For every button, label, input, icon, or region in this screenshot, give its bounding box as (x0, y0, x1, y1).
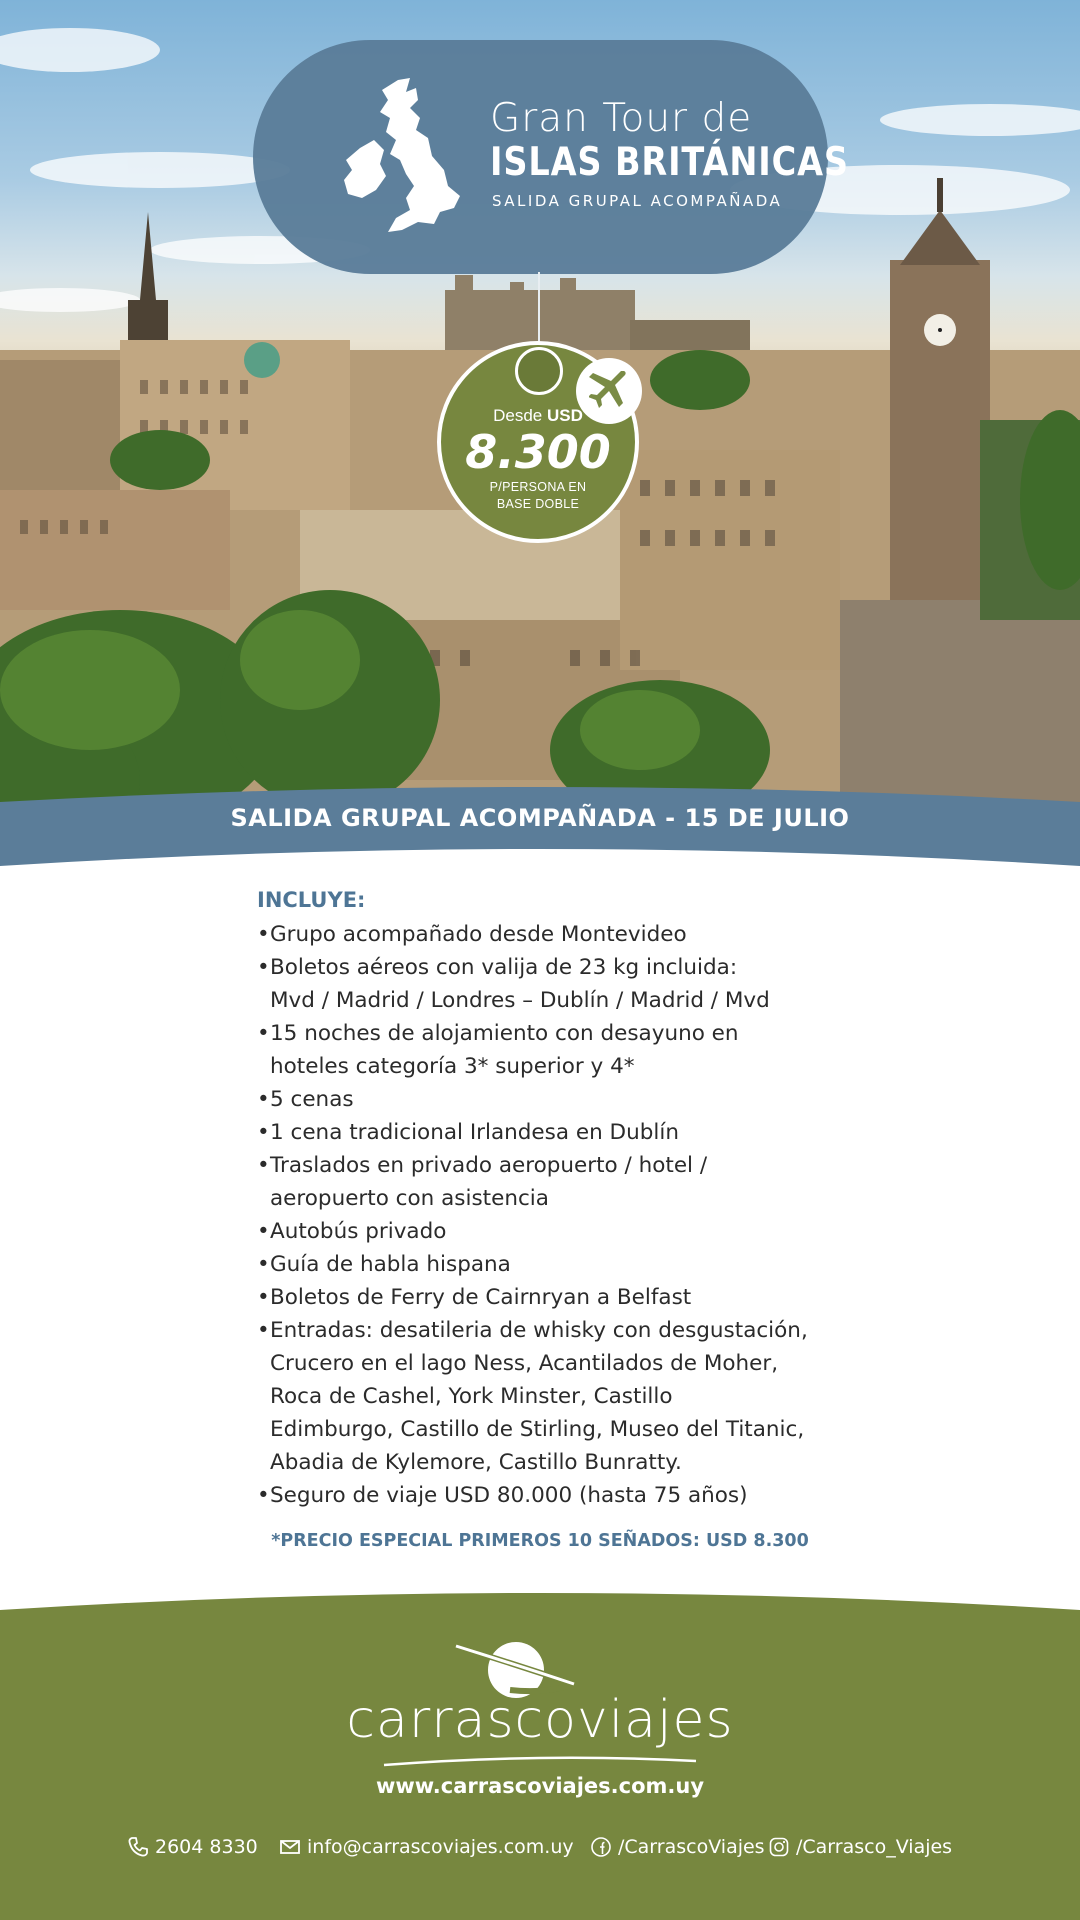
phone-icon (127, 1836, 149, 1858)
include-item-text: • Boletos de Ferry de Cairnryan a Belfast (270, 1285, 692, 1310)
badge-hanger-ring (515, 347, 563, 395)
instagram-contact[interactable] (768, 1836, 952, 1858)
tour-title-line1: Gran Tour de (490, 96, 753, 141)
include-item-continuation: Mvd / Madrid / Londres – Dublín / Madrid / Mvd (270, 988, 770, 1013)
include-item-text: • Grupo acompañado desde Montevideo (270, 922, 687, 947)
facebook-icon (590, 1836, 612, 1858)
departure-date-banner: SALIDA GRUPAL ACOMPAÑADA - 15 DE JULIO (230, 804, 850, 832)
include-item (257, 1017, 897, 1083)
brand-logo-text: carrascoviajes (346, 1690, 734, 1750)
include-item-continuation: Crucero en el lago Ness, Acantilados de Moher, (270, 1351, 779, 1376)
email-contact[interactable] (279, 1836, 574, 1858)
include-item (257, 918, 897, 951)
include-item-text: • 1 cena tradicional Irlandesa en Dublín (270, 1120, 679, 1145)
include-item-text: • 15 noches de alojamiento con desayuno en (270, 1021, 739, 1046)
include-item-continuation: aeropuerto con asistencia (270, 1186, 549, 1211)
include-item (257, 951, 897, 1017)
website-link[interactable]: www.carrascoviajes.com.uy (375, 1774, 705, 1798)
include-item (257, 1215, 897, 1248)
include-item (257, 1314, 897, 1479)
include-item-continuation: Abadia de Kylemore, Castillo Bunratty. (270, 1450, 682, 1475)
include-item-text: • Entradas: desatileria de whisky con desgustación, (270, 1318, 808, 1343)
price-value: 8.300 (465, 425, 611, 479)
include-item-text: • Seguro de viaje USD 80.000 (hasta 75 años) (270, 1483, 748, 1508)
instagram-icon (768, 1836, 790, 1858)
instagram-handle: /Carrasco_Viajes (796, 1836, 953, 1858)
include-item-continuation: Roca de Cashel, York Minster, Castillo (270, 1384, 673, 1409)
include-item (257, 1149, 897, 1215)
price-note-line1: P/PERSONA EN (489, 480, 587, 494)
include-item (257, 1281, 897, 1314)
airplane-icon (589, 371, 629, 411)
edinburgh-skyline-photo (0, 0, 1080, 812)
include-item-text: • Traslados en privado aeropuerto / hotel / (270, 1153, 708, 1178)
email-address: info@carrascoviajes.com.uy (307, 1836, 574, 1858)
facebook-contact[interactable] (590, 1836, 765, 1858)
tour-title-line2: ISLAS BRITÁNICAS (490, 140, 849, 185)
special-price-note: *PRECIO ESPECIAL PRIMEROS 10 SEÑADOS: USD 8.300 (271, 1531, 809, 1551)
include-item (257, 1116, 897, 1149)
contact-bar (0, 1836, 1080, 1864)
phone-number: 2604 8330 (155, 1836, 258, 1858)
include-item-text: • Boletos aéreos con valija de 23 kg incluida: (270, 955, 738, 980)
british-isles-map-icon (340, 78, 465, 236)
include-item-continuation: hoteles categoría 3* superior y 4* (270, 1054, 635, 1079)
include-item (257, 1479, 897, 1512)
logo-swoosh (380, 1755, 700, 1769)
include-item-text: • Autobús privado (270, 1219, 447, 1244)
badge-connector (538, 272, 540, 342)
email-icon (279, 1836, 301, 1858)
price-note-line2: BASE DOBLE (496, 497, 580, 511)
include-item (257, 1248, 897, 1281)
include-item-text: • Guía de habla hispana (270, 1252, 511, 1277)
include-item-text: • 5 cenas (270, 1087, 354, 1112)
includes-list (257, 918, 897, 1512)
price-from-label (437, 406, 639, 426)
price-from-text: Desde (493, 406, 543, 425)
facebook-handle: /CarrascoViajes (618, 1836, 765, 1858)
price-currency: USD (546, 406, 583, 425)
tour-subtitle: SALIDA GRUPAL ACOMPAÑADA (492, 192, 783, 210)
phone-contact[interactable] (127, 1836, 258, 1858)
include-item (257, 1083, 897, 1116)
includes-title: INCLUYE: (257, 888, 366, 912)
include-item-continuation: Edimburgo, Castillo de Stirling, Museo del Titanic, (270, 1417, 805, 1442)
